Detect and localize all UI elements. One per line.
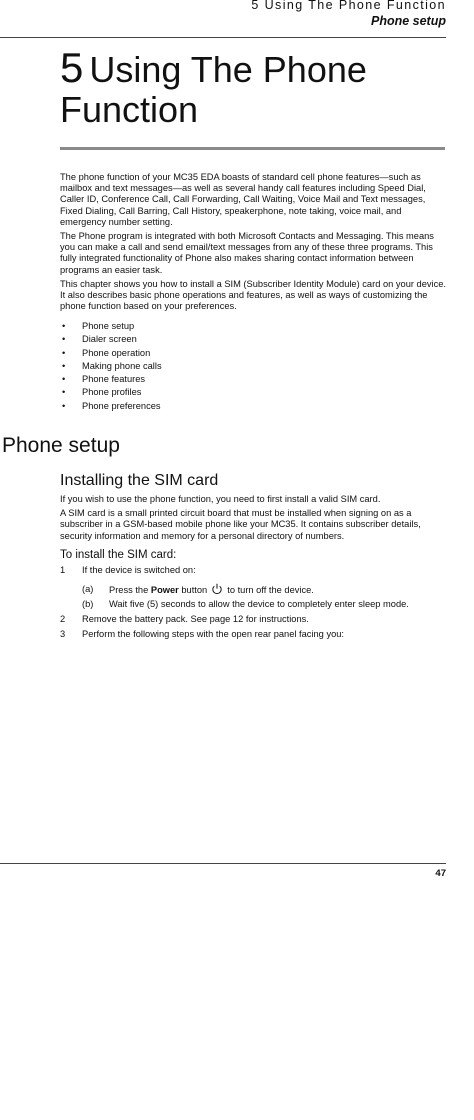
intro-paragraph: The Phone program is integrated with both Microsoft Contacts and Messaging. This means you can make a call and send email/text messages from any of these three programs. This fully integrated functionality of Phone also makes sharing contact information between programs an easier task. [60, 231, 434, 275]
step-text [109, 583, 314, 596]
step-text-post: to turn off the device. [227, 585, 314, 595]
list-item-label: Phone profiles [82, 387, 142, 398]
chapter-topics-list [60, 320, 162, 413]
page-number: 47 [435, 868, 446, 879]
intro-text [60, 172, 446, 315]
list-item-label: Dialer screen [82, 334, 137, 345]
list-item-label: Phone operation [82, 347, 151, 358]
chapter-title [60, 44, 440, 130]
substep-marker: (b) [82, 599, 94, 609]
list-item [60, 373, 162, 386]
power-icon [211, 583, 223, 595]
list-item [60, 320, 162, 333]
footer-divider [0, 863, 446, 864]
intro-paragraph: This chapter shows you how to install a SIM (Subscriber Identity Module) card on your device. It also describes basic phone operations and features, as well as ways of customizing the phone function based on your preferences. [60, 278, 446, 312]
step-text: Perform the following steps with the open rear panel facing you: [82, 629, 345, 639]
step-number: 3 [60, 629, 66, 639]
step-text: If the device is switched on: [82, 565, 196, 575]
header-divider [0, 37, 446, 38]
procedure-heading: To install the SIM card: [60, 549, 177, 561]
step-1 [60, 564, 440, 576]
step-text-mid: button [181, 585, 208, 595]
sim-card-text [60, 494, 446, 545]
list-item-label: Phone setup [82, 321, 135, 331]
running-header [251, 0, 446, 29]
list-item [60, 400, 162, 413]
chapter-title-text: Using The Phone Function [60, 49, 367, 130]
bullet-icon: • [62, 321, 66, 331]
bullet-icon: • [62, 374, 66, 385]
substep-marker: (a) [82, 584, 94, 594]
list-item-label: Making phone calls [82, 360, 162, 371]
power-key-label: Power [150, 585, 179, 595]
list-item-label: Phone features [82, 374, 146, 385]
step-1b [82, 598, 442, 610]
step-number: 1 [60, 565, 66, 575]
step-3 [60, 628, 440, 640]
list-item-label: Phone preferences [82, 400, 161, 411]
step-1a [82, 583, 442, 597]
intro-paragraph: The phone function of your MC35 EDA boasts of standard cell phone features—such as mailbox and text messages—as well as several handy call features including Speed Dial, Caller ID, Conference Call, Call Forwarding, Call Waiting, Voice Mail and Text messages, Fixed Dialing, Call Barring, Call History, speakerphone, note taking, voice mail, and emergency number setting. [60, 172, 426, 227]
bullet-icon: • [62, 387, 66, 398]
sim-paragraph: If you wish to use the phone function, you need to first install a valid SIM card. [60, 494, 381, 504]
chapter-title-rule [60, 147, 445, 150]
bullet-icon: • [62, 347, 66, 358]
bullet-icon: • [62, 334, 66, 345]
header-chapter: 5 Using The Phone Function [251, 0, 446, 12]
section-heading: Phone setup [2, 434, 120, 457]
list-item [60, 333, 162, 346]
header-section: Phone setup [370, 14, 446, 28]
list-item [60, 347, 162, 360]
step-text: Wait five (5) seconds to allow the device to completely enter sleep mode. [109, 599, 409, 609]
step-2 [60, 613, 440, 625]
chapter-number: 5 [60, 44, 84, 91]
sim-paragraph: A SIM card is a small printed circuit board that must be installed when signing on as a subscriber in a GSM-based mobile phone like your MC35. It contains subscriber details, security information and memory for a personal directory of numbers. [60, 508, 421, 541]
bullet-icon: • [62, 400, 66, 411]
step-text-pre: Press the [109, 585, 149, 595]
step-number: 2 [60, 614, 66, 624]
list-item [60, 360, 162, 373]
list-item [60, 386, 162, 399]
step-text: Remove the battery pack. See page 12 for instructions. [82, 614, 309, 624]
subsection-heading: Installing the SIM card [60, 472, 219, 489]
bullet-icon: • [62, 360, 66, 371]
